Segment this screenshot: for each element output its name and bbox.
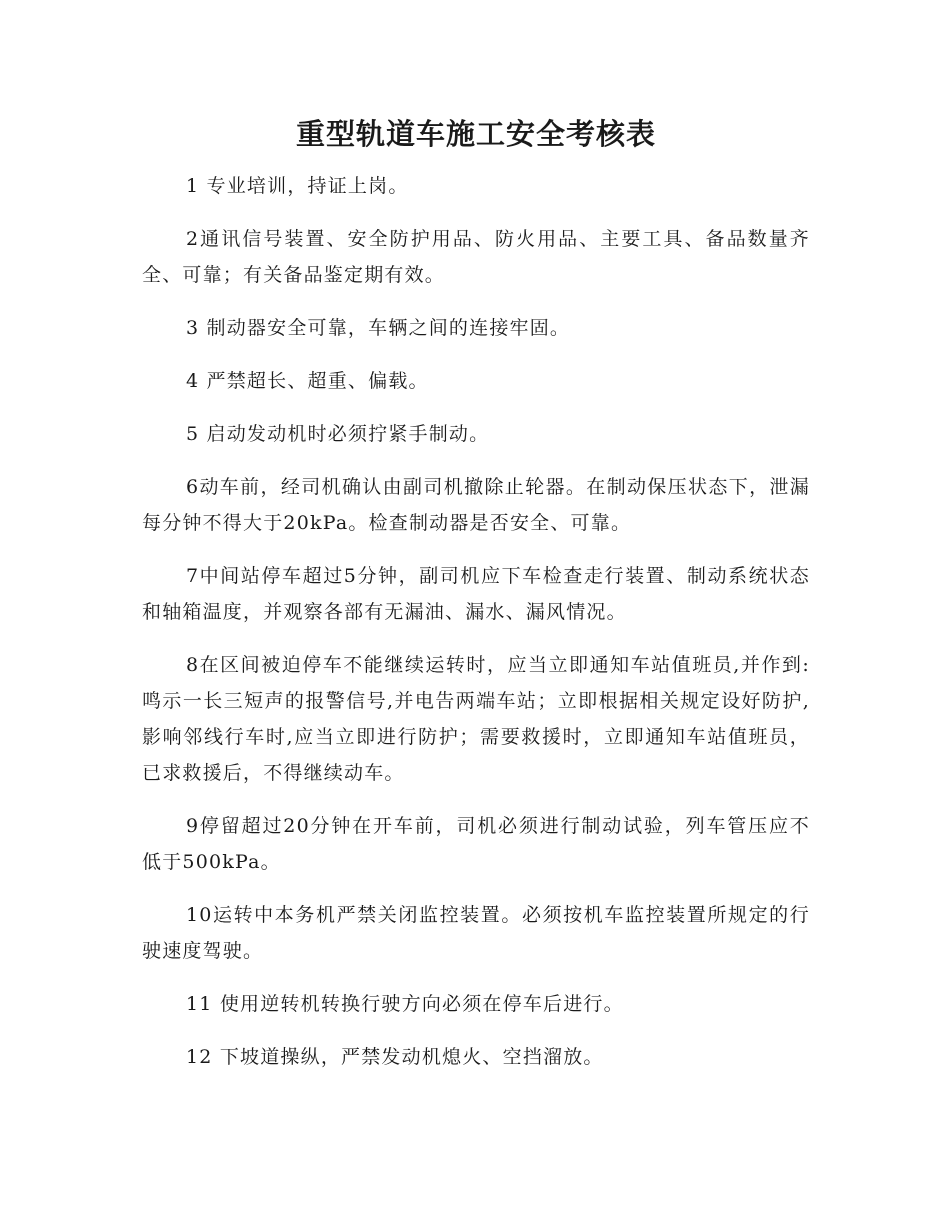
page-title: 重型轨道车施工安全考核表 xyxy=(295,117,656,151)
rule-item-11: 11 使用逆转机转换行驶方向必须在停车后进行。 xyxy=(186,993,624,1015)
rule-item-1: 1 专业培训，持证上岗。 xyxy=(186,175,409,197)
rule-item-2: 2通讯信号装置、安全防护用品、防火用品、主要工具、备品数量齐全、可靠；有关备品鉴定期有效。 xyxy=(142,228,810,286)
rule-item-12: 12 下坡道操纵，严禁发动机熄火、空挡溜放。 xyxy=(186,1046,604,1068)
rule-item-9: 9停留超过20分钟在开车前，司机必须进行制动试验，列车管压应不低于500kPa。 xyxy=(142,815,810,873)
document-page xyxy=(142,112,810,1075)
rule-item-7: 7中间站停车超过5分钟，副司机应下车检查走行装置、制动系统状态和轴箱温度，并观察各部有无漏油、漏水、漏风情况。 xyxy=(142,565,810,623)
rule-item-5: 5 启动发动机时必须拧紧手制动。 xyxy=(186,423,490,445)
rule-item-8: 8在区间被迫停车不能继续运转时，应当立即通知车站值班员,并作到:鸣示一长三短声的报警信号,并电告两端车站；立即根据相关规定设好防护,影响邻线行车时,应当立即进行防护；需要救援时，立即通知车站值班员，已求救援后，不得继续动车。 xyxy=(142,654,810,784)
rule-item-6: 6动车前，经司机确认由副司机撤除止轮器。在制动保压状态下，泄漏每分钟不得大于20kPa。检查制动器是否安全、可靠。 xyxy=(142,476,810,534)
rule-item-4: 4 严禁超长、超重、偏载。 xyxy=(186,370,429,392)
rule-item-10: 10运转中本务机严禁关闭监控装置。必须按机车监控装置所规定的行驶速度驾驶。 xyxy=(142,904,810,962)
rule-item-3: 3 制动器安全可靠，车辆之间的连接牢固。 xyxy=(186,317,571,339)
